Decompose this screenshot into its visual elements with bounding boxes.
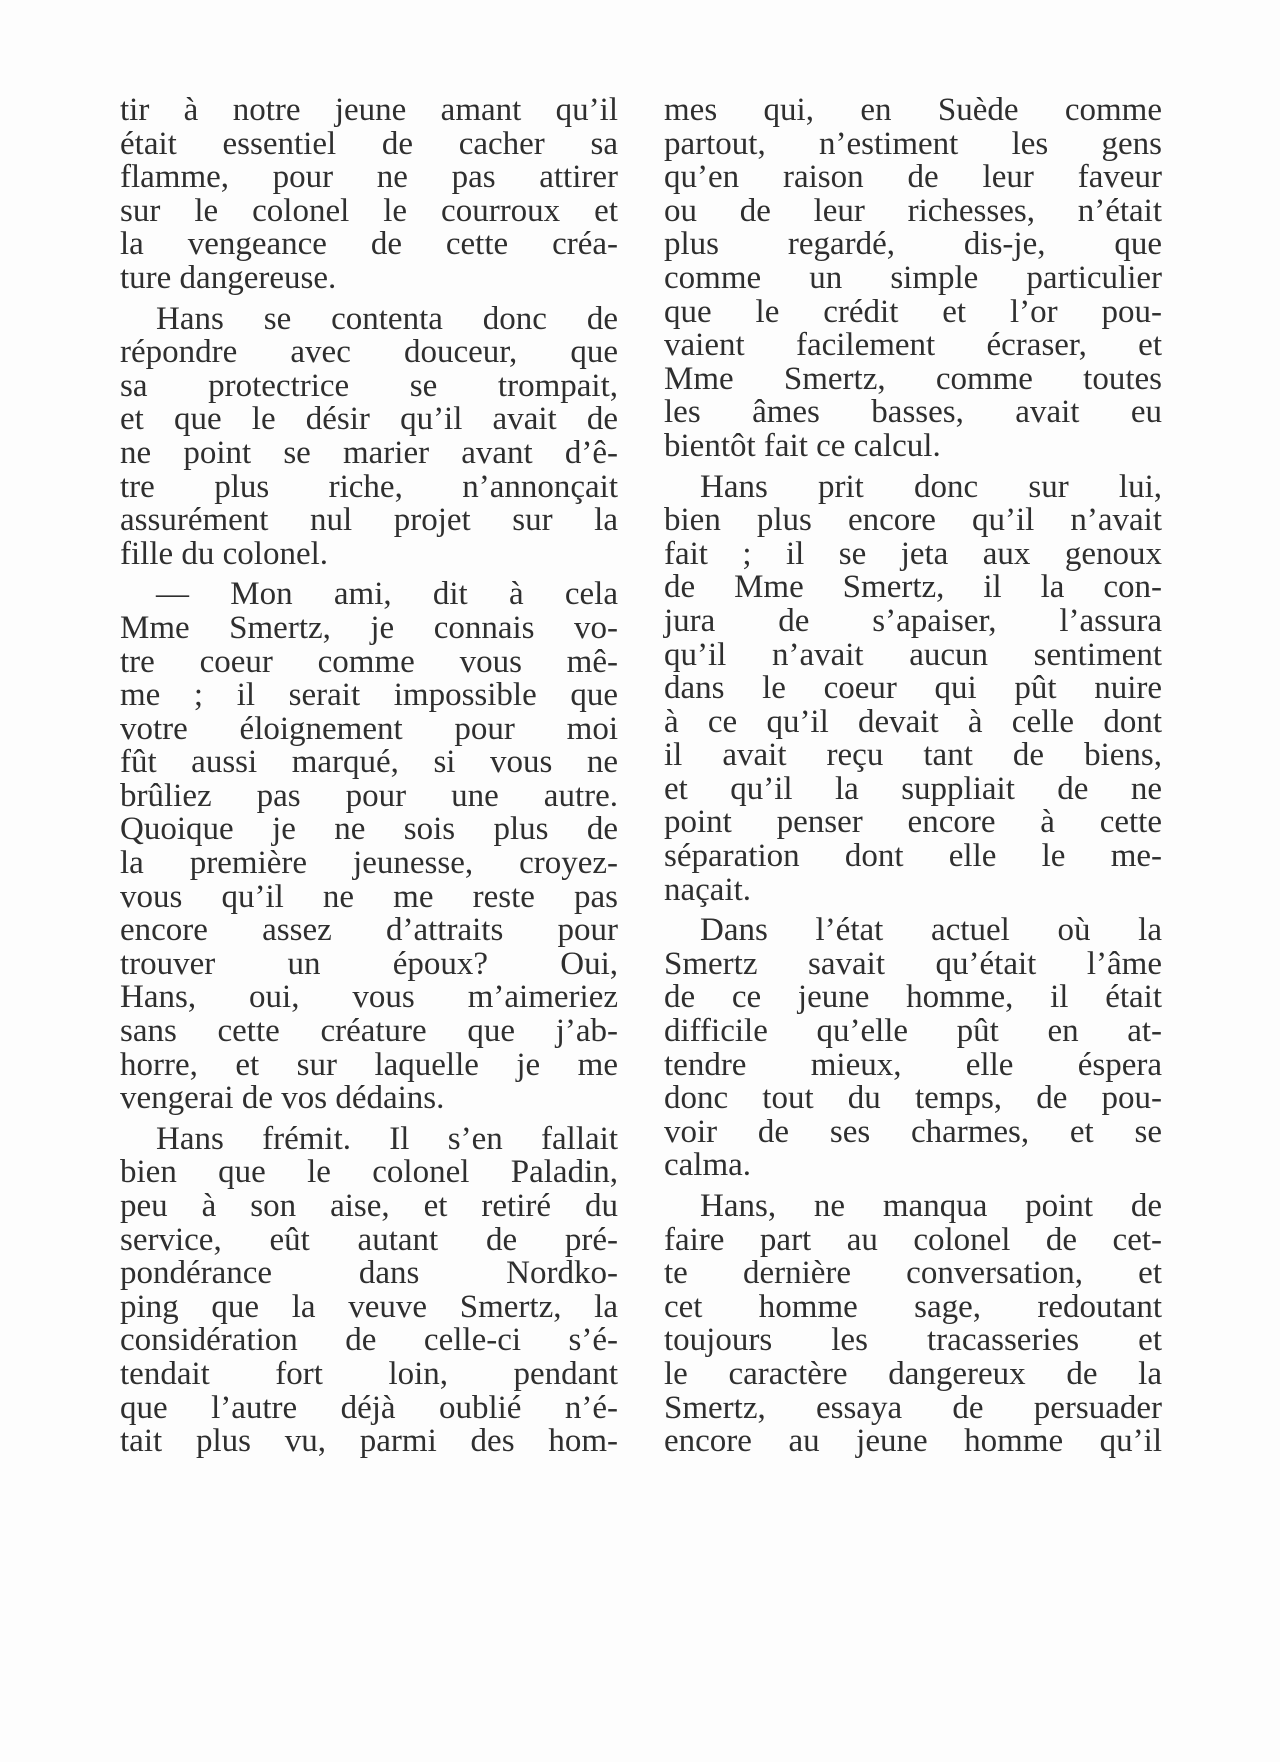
text-line: tre coeur comme vous mê- — [120, 643, 618, 680]
text-line: tait plus vu, parmi des hom- — [120, 1423, 618, 1460]
text-line: plus regardé, dis-je, que — [664, 226, 1162, 263]
text-line: Smertz savait qu’était l’âme — [664, 945, 1162, 982]
text-line: à ce qu’il devait à celle dont — [664, 703, 1162, 740]
text-line: encore assez d’attraits pour — [120, 912, 618, 949]
text-line: bien plus encore qu’il n’avait — [664, 502, 1162, 539]
text-line: qu’il n’avait aucun sentiment — [664, 636, 1162, 673]
text-line: difficile qu’elle pût en at- — [664, 1013, 1162, 1050]
text-line: sur le colonel le courroux et — [120, 192, 618, 229]
text-line: service, eût autant de pré- — [120, 1221, 618, 1258]
text-line: calma. — [664, 1147, 752, 1184]
text-line: voir de ses charmes, et se — [664, 1113, 1162, 1150]
text-line: fille du colonel. — [120, 535, 329, 572]
text-line: vous qu’il ne me reste pas — [120, 878, 618, 915]
text-line: ou de leur richesses, n’était — [664, 192, 1162, 229]
text-line: trouver un époux? Oui, — [120, 945, 618, 982]
text-line: flamme, pour ne pas attirer — [120, 159, 618, 196]
text-line: te dernière conversation, et — [664, 1255, 1162, 1292]
text-line: ne point se marier avant d’ê- — [120, 434, 618, 471]
text-line: tendait fort loin, pendant — [120, 1355, 618, 1392]
text-line: répondre avec douceur, que — [120, 334, 618, 371]
text-line: et que le désir qu’il avait de — [120, 401, 618, 438]
text-line: — Mon ami, dit à cela — [156, 576, 618, 613]
text-line: ping que la veuve Smertz, la — [120, 1288, 618, 1325]
text-line: sans cette créature que j’ab- — [120, 1013, 618, 1050]
text-line: tir à notre jeune amant qu’il — [120, 92, 618, 128]
text-line: Quoique je ne sois plus de — [120, 811, 618, 848]
text-line: Mme Smertz, je connais vo- — [120, 609, 618, 646]
text-line: me ; il serait impossible que — [120, 677, 618, 714]
text-line: de ce jeune homme, il était — [664, 979, 1162, 1016]
text-line: point penser encore à cette — [664, 804, 1162, 841]
text-line: vengerai de vos dédains. — [120, 1080, 445, 1117]
text-line: assurément nul projet sur la — [120, 502, 618, 539]
text-line: horre, et sur laquelle je me — [120, 1046, 618, 1083]
text-line: Hans se contenta donc de — [156, 300, 618, 337]
text-line: de Mme Smertz, il la con- — [664, 569, 1162, 606]
text-line: Hans prit donc sur lui, — [700, 468, 1162, 505]
text-line: sa protectrice se trompait, — [120, 367, 618, 404]
text-line: séparation dont elle le me- — [664, 838, 1162, 875]
text-line: la première jeunesse, croyez- — [120, 845, 618, 882]
text-line: les âmes basses, avait eu — [664, 394, 1162, 431]
left-text-column — [120, 94, 618, 1459]
text-line: vaient facilement écraser, et — [664, 327, 1162, 364]
text-line: cet homme sage, redoutant — [664, 1288, 1162, 1325]
text-line: mes qui, en Suède comme — [664, 92, 1162, 128]
text-line: il avait reçu tant de biens, — [664, 737, 1162, 774]
text-line: fût aussi marqué, si vous ne — [120, 744, 618, 781]
text-line: toujours les tracasseries et — [664, 1322, 1162, 1359]
text-line: brûliez pas pour une autre. — [120, 777, 618, 814]
text-line: Dans l’état actuel où la — [700, 912, 1162, 949]
text-line: bien que le colonel Paladin, — [120, 1154, 618, 1191]
text-line: jura de s’apaiser, l’assura — [664, 602, 1162, 639]
text-line: qu’en raison de leur faveur — [664, 159, 1162, 196]
text-line: tendre mieux, elle éspera — [664, 1046, 1162, 1083]
right-text-column — [664, 94, 1162, 1459]
text-line: pondérance dans Nordko- — [120, 1255, 618, 1292]
text-line: Hans frémit. Il s’en fallait — [156, 1120, 618, 1157]
text-line: que le crédit et l’or pou- — [664, 293, 1162, 330]
text-line: faire part au colonel de cet- — [664, 1221, 1162, 1258]
text-line: peu à son aise, et retiré du — [120, 1188, 618, 1224]
text-line: et qu’il la suppliait de ne — [664, 770, 1162, 807]
text-line: était essentiel de cacher sa — [120, 125, 618, 162]
text-line: fait ; il se jeta aux genoux — [664, 535, 1162, 572]
text-line: bientôt fait ce calcul. — [664, 427, 941, 464]
text-line: dans le coeur qui pût nuire — [664, 670, 1162, 707]
text-line: Mme Smertz, comme toutes — [664, 360, 1162, 397]
text-line: naçait. — [664, 871, 752, 908]
text-line: que l’autre déjà oublié n’é- — [120, 1389, 618, 1426]
text-line: votre éloignement pour moi — [120, 710, 618, 747]
text-line: partout, n’estiment les gens — [664, 125, 1162, 162]
text-line: tre plus riche, n’annonçait — [120, 468, 618, 505]
text-line: Hans, oui, vous m’aimeriez — [120, 979, 618, 1016]
text-line: Smertz, essaya de persuader — [664, 1389, 1162, 1426]
text-line: donc tout du temps, de pou- — [664, 1080, 1162, 1117]
text-line: la vengeance de cette créa- — [120, 226, 618, 263]
text-line: Hans, ne manqua point de — [700, 1188, 1162, 1224]
text-line: encore au jeune homme qu’il — [664, 1423, 1162, 1460]
text-line: considération de celle-ci s’é- — [120, 1322, 618, 1359]
text-line: comme un simple particulier — [664, 259, 1162, 296]
text-line: le caractère dangereux de la — [664, 1355, 1162, 1392]
text-line: ture dangereuse. — [120, 259, 337, 296]
